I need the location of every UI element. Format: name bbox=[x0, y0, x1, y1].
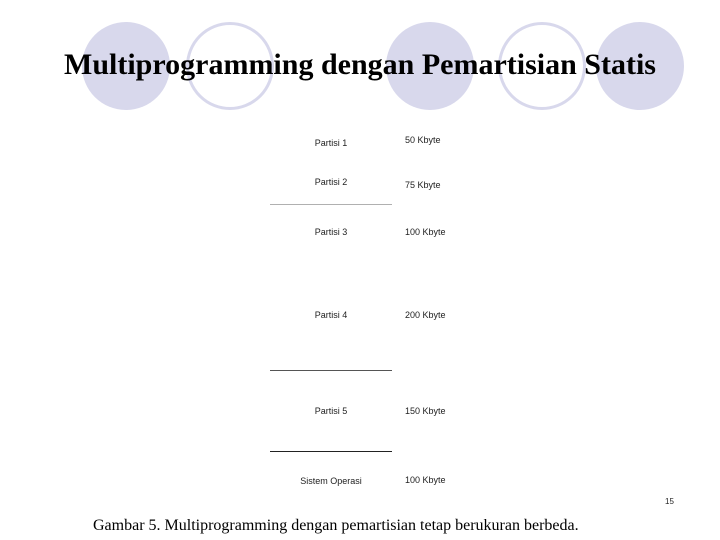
partition-label: Partisi 1 bbox=[314, 138, 348, 148]
partition-size: 100 Kbyte bbox=[405, 227, 446, 237]
partition-size: 100 Kbyte bbox=[405, 475, 446, 485]
slide-title: Multiprogramming dengan Pemartisian Statis bbox=[64, 48, 656, 81]
partition-divider bbox=[270, 370, 392, 371]
partition-size: 75 Kbyte bbox=[405, 180, 441, 190]
partition-label: Partisi 4 bbox=[314, 310, 348, 320]
partition-divider bbox=[270, 451, 392, 452]
partition-label: Partisi 3 bbox=[314, 227, 348, 237]
partition-size: 150 Kbyte bbox=[405, 406, 446, 416]
figure-caption: Gambar 5. Multiprogramming dengan pemartisian tetap berukuran berbeda. bbox=[93, 517, 579, 534]
partition-label: Partisi 5 bbox=[314, 406, 348, 416]
partition-divider bbox=[270, 204, 392, 205]
page-number: 15 bbox=[665, 497, 674, 506]
partition-size: 50 Kbyte bbox=[405, 135, 441, 145]
os-partition-label: Sistem Operasi bbox=[300, 476, 362, 486]
partition-size: 200 Kbyte bbox=[405, 310, 446, 320]
partition-label: Partisi 2 bbox=[314, 177, 348, 187]
